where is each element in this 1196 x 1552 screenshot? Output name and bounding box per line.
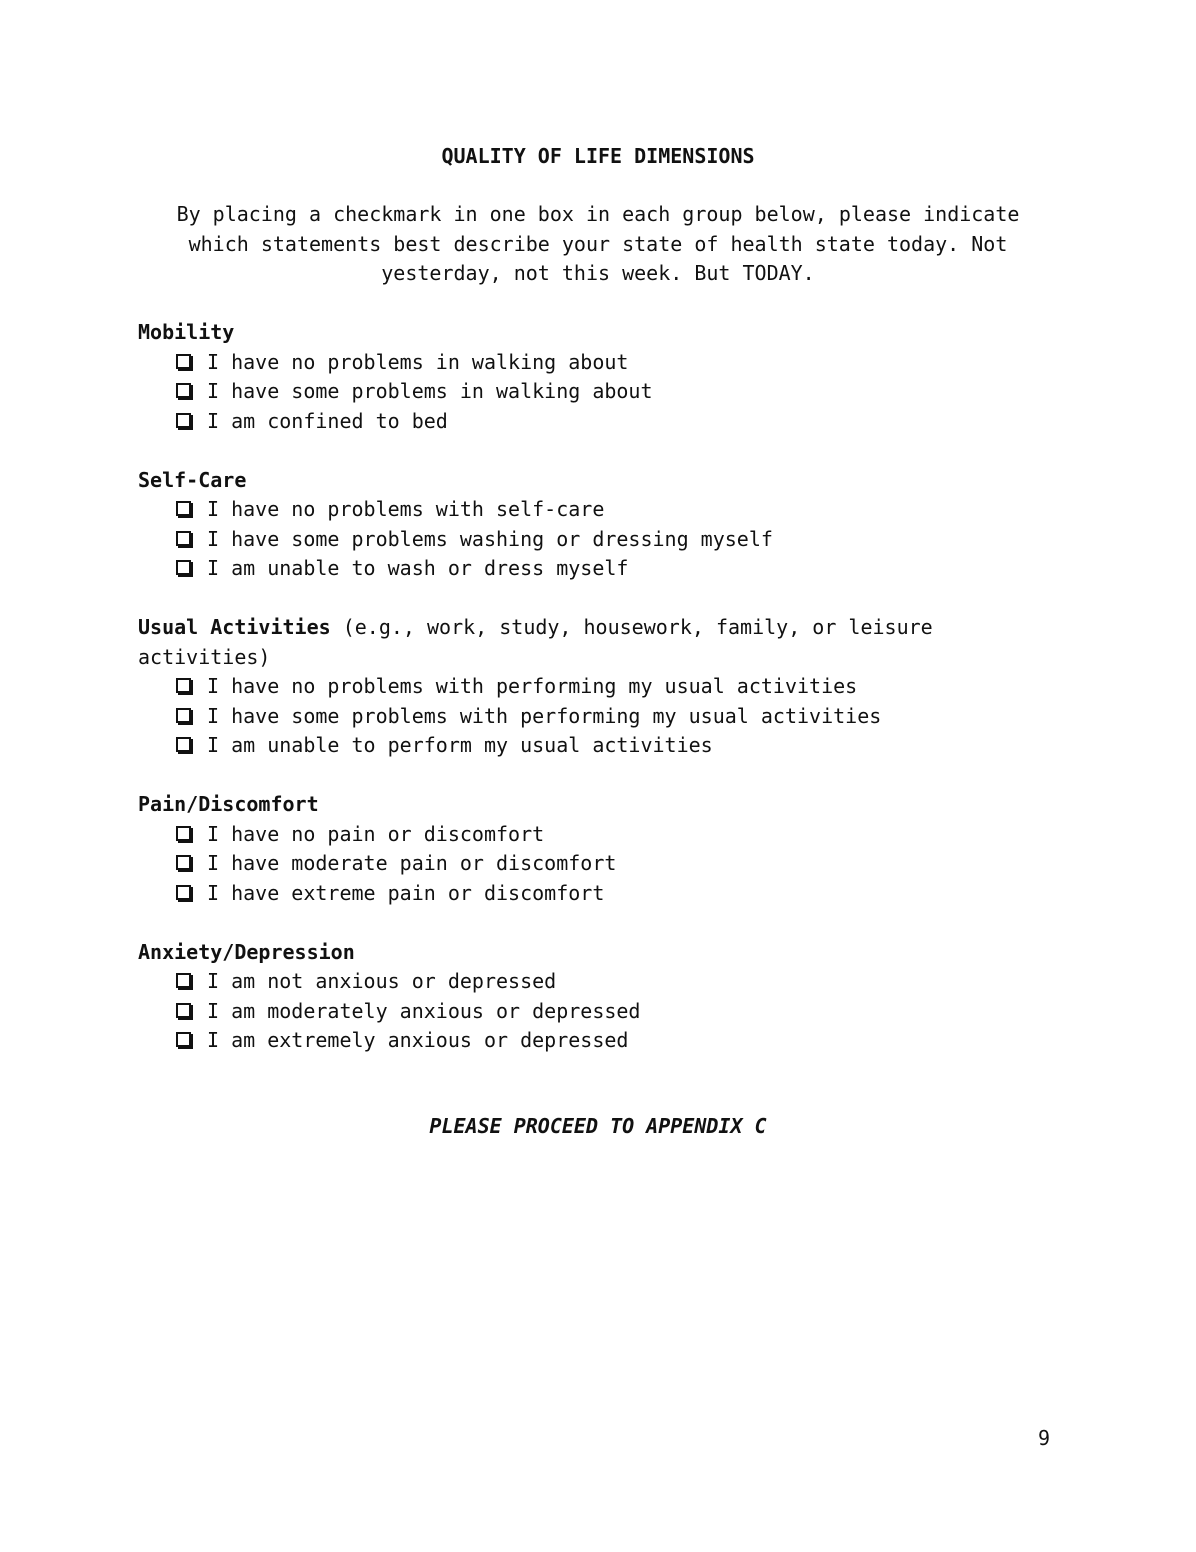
instructions-line: By placing a checkmark in one box in each group below, please indicate [176,202,1020,226]
option-label: I have moderate pain or discomfort [207,851,617,875]
option-list [138,672,1038,761]
option-item[interactable] [176,879,1038,909]
option-item[interactable] [176,495,1038,525]
option-label: I am not anxious or depressed [207,969,557,993]
checkbox-icon[interactable] [176,354,191,369]
option-label: I have some problems in walking about [207,379,653,403]
option-item[interactable] [176,554,1038,584]
option-label: I am confined to bed [207,408,448,433]
checkbox-icon[interactable] [176,1003,191,1018]
option-label: I have some problems with performing my usual activities [207,703,882,728]
instructions-line: yesterday, not this week. But TODAY. [381,261,815,285]
checkbox-icon[interactable] [176,383,191,398]
option-item[interactable] [176,348,1038,378]
option-list [138,967,1038,1056]
option-item[interactable] [176,997,1038,1027]
option-item[interactable] [176,820,1038,850]
option-label: I have extreme pain or discomfort [207,880,605,905]
option-list [138,348,1038,437]
checkbox-icon[interactable] [176,826,191,841]
checkbox-icon[interactable] [176,560,191,575]
page-title: QUALITY OF LIFE DIMENSIONS [441,144,755,168]
checkbox-icon[interactable] [176,737,191,752]
proceed-note: PLEASE PROCEED TO APPENDIX C [429,1114,767,1138]
option-item[interactable] [176,377,1038,407]
option-label: I am moderately anxious or depressed [207,998,641,1023]
option-item[interactable] [176,525,1038,555]
checkbox-icon[interactable] [176,531,191,546]
option-label: I am unable to wash or dress myself [207,556,629,580]
option-label: I am extremely anxious or depressed [207,1028,629,1052]
option-item[interactable] [176,731,1038,761]
option-label: I am unable to perform my usual activities [207,733,713,757]
section-pain-discomfort [138,790,1038,908]
checkbox-icon[interactable] [176,973,191,988]
option-label: I have no pain or discomfort [207,821,545,846]
checkbox-icon[interactable] [176,885,191,900]
option-item[interactable] [176,672,1038,702]
instructions-line: which statements best describe your state of health state today. Not [188,231,1008,256]
checkbox-icon[interactable] [176,501,191,516]
section-anxiety-depression [138,938,1038,1056]
section-heading: Self-Care [138,467,247,492]
checkbox-icon[interactable] [176,413,191,428]
option-label: I have no problems with performing my usual activities [207,674,858,698]
option-list [138,820,1038,909]
section-mobility [138,318,1038,436]
section-heading: Mobility [138,320,235,344]
option-item[interactable] [176,967,1038,997]
section-note: (e.g., work, study, housework, family, or leisure [330,615,933,639]
section-heading: Pain/Discomfort [138,792,319,816]
section-usual-activities [138,613,1038,761]
option-label: I have no problems with self-care [207,497,605,521]
option-label: I have some problems washing or dressing myself [207,526,773,551]
checkbox-icon[interactable] [176,708,191,723]
checkbox-icon[interactable] [176,855,191,870]
section-self-care [138,466,1038,584]
checkbox-icon[interactable] [176,678,191,693]
section-heading: Usual Activities (e.g., work, study, housework, family, or leisure [138,615,933,639]
option-label: I have no problems in walking about [207,349,629,374]
instructions [160,200,1036,289]
option-item[interactable] [176,407,1038,437]
section-heading: Anxiety/Depression [138,939,355,964]
option-list [138,495,1038,584]
question-groups [138,318,1038,1085]
option-item[interactable] [176,1026,1038,1056]
option-item[interactable] [176,849,1038,879]
page-number: 9 [1038,1426,1051,1450]
checkbox-icon[interactable] [176,1032,191,1047]
section-note-continued: activities) [138,644,271,669]
option-item[interactable] [176,702,1038,732]
